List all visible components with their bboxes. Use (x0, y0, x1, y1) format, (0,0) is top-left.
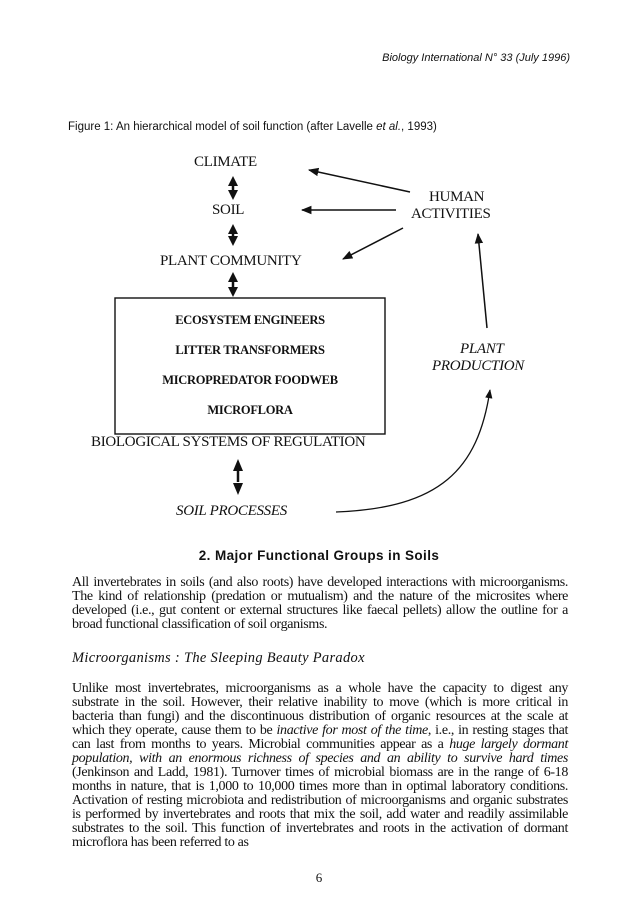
paragraph-1: All invertebrates in soils (and also roots) have developed interactions with microorganisms. The kind of relationship (predation or mutualism) and the nature of the microsites where developed (i.e., gut content or external structures like faecal pellets) allow the outline for a broad functional classification of soil organisms. (72, 575, 568, 632)
arrow-human-plant (343, 228, 403, 259)
running-header: Biology International N° 33 (July 1996) (382, 52, 570, 64)
caption-italic: et al. (376, 121, 402, 133)
para2-emphasis: inactive for most of the time (276, 723, 428, 738)
caption-suffix: , 1993) (401, 121, 437, 133)
para2-text: (Jenkinson and Ladd, 1981). Turnover times of microbial biomass are in the range of 6-18 months in nature, that is 1,000 to 10,000 times more than in optimal laboratory conditions. Activation of resting microbiota and redistribution of microorganisms and organic substrates is performed by invertebrates and roots that mix the soil, add water and readily assimilable substrates to the soil. This function of invertebrates and roots in the activation of dormant microflora has been referred to as (72, 765, 568, 850)
box-item: ECOSYSTEM ENGINEERS (175, 313, 325, 327)
box-item: MICROPREDATOR FOODWEB (162, 373, 338, 387)
node-soil-processes: SOIL PROCESSES (176, 503, 287, 519)
arrow-climate-soil (228, 176, 238, 200)
arrow-soil-plant (228, 224, 238, 246)
box-contents (115, 298, 385, 434)
arrow-plant-human (478, 234, 487, 328)
node-plant-line2: PRODUCTION (432, 358, 525, 374)
arrow-human-climate (309, 170, 410, 192)
node-human-line1: HUMAN (429, 189, 485, 205)
arrow-bio-processes (233, 459, 243, 495)
page-number: 6 (315, 870, 323, 885)
node-climate: CLIMATE (194, 154, 257, 170)
paragraph-2 (72, 682, 568, 850)
node-human-line2: ACTIVITIES (411, 206, 491, 222)
subheading: Microorganisms : The Sleeping Beauty Paradox (72, 650, 365, 666)
box-item: LITTER TRANSFORMERS (175, 343, 325, 357)
node-soil: SOIL (212, 202, 245, 218)
arrow-plant-box (228, 272, 238, 297)
section-title: 2. Major Functional Groups in Soils (198, 548, 440, 563)
node-biological-systems: BIOLOGICAL SYSTEMS OF REGULATION (91, 434, 366, 450)
caption-prefix: Figure 1: An hierarchical model of soil function (after Lavelle (68, 121, 377, 133)
para2-emphasis: huge largely dormant population, with an enormous richness of species and an ability to survive hard times (72, 737, 568, 766)
node-plant-community: PLANT COMMUNITY (160, 253, 302, 269)
para2-text: Unlike most invertebrates, microorganisms as a whole have the capacity to digest any substrate in the soil. However, their relative inability to move (which is more critical in bacteria than fungi) and the discontinuous distribution of organic resources at the scale at which they operate, cause them to be (72, 681, 568, 738)
para2-text: , i.e., in resting stages that can last from months to years. Microbial communities appear as a (72, 723, 568, 752)
box-item: MICROFLORA (207, 403, 293, 417)
node-plant-line1: PLANT (460, 341, 504, 357)
